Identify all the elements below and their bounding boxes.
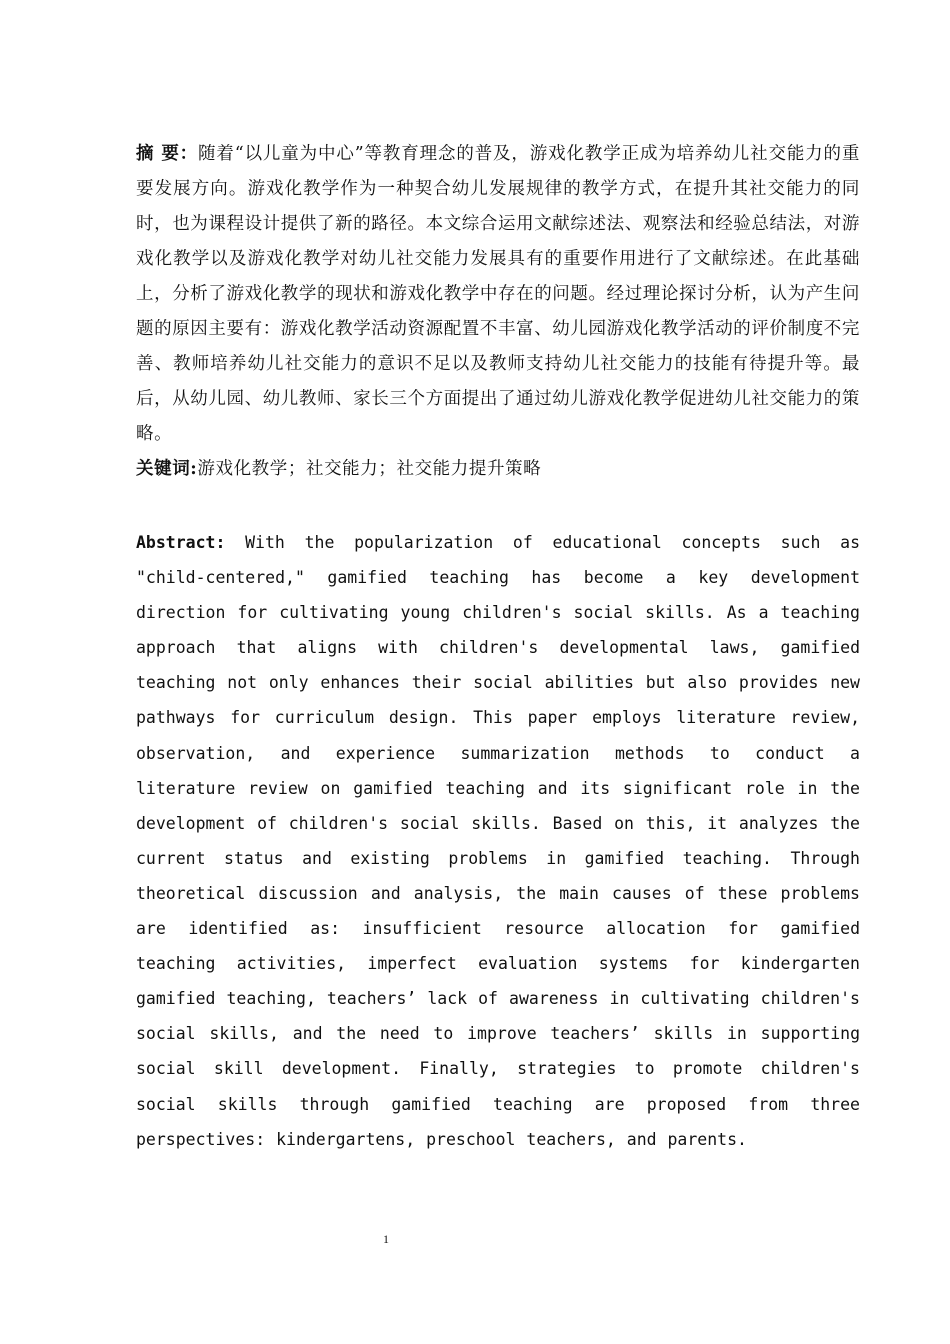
english-abstract-text: With the popularization of educational concepts such as "child-centered," gamified teaching has become a key development direction for cultivating young children's social skills. As a teaching approach that aligns with children's developmental laws, gamified teaching not only enhances their social abilities but also provides new pathways for curriculum design. This paper employs literature review, observation, and experience summarization methods to conduct a literature review on gamified teaching and its significant role in the development of children's social skills. Based on this, it analyzes the current status and existing problems in gamified teaching. Through theoretical discussion and analysis, the main causes of these problems are identified as: insufficient resource allocation for gamified teaching activities, imperfect evaluation systems for kindergarten gamified teaching, teachers’ lack of awareness in cultivating children's social skills, and the need to improve teachers’ skills in supporting social skill development. Finally, strategies to promote children's social skills through gamified teaching are proposed from three perspectives: kindergartens, preschool teachers, and parents. — [136, 533, 860, 1149]
chinese-abstract-label: 摘 要： — [136, 144, 199, 164]
chinese-keywords-label: 关键词: — [136, 459, 198, 479]
chinese-keywords — [136, 452, 860, 487]
chinese-keywords-text: 游戏化教学；社交能力；社交能力提升策略 — [197, 459, 542, 479]
chinese-abstract — [136, 137, 860, 452]
page-number: 1 — [383, 1232, 389, 1246]
chinese-abstract-text: 随着“以儿童为中心”等教育理念的普及，游戏化教学正成为培养幼儿社交能力的重要发展方向。游戏化教学作为一种契合幼儿发展规律的教学方式，在提升其社交能力的同时，也为课程设计提供了新的路径。本文综合运用文献综述法、观察法和经验总结法，对游戏化教学以及游戏化教学对幼儿社交能力发展具有的重要作用进行了文献综述。在此基础上，分析了游戏化教学的现状和游戏化教学中存在的问题。经过理论探讨分析，认为产生问题的原因主要有：游戏化教学活动资源配置不丰富、幼儿园游戏化教学活动的评价制度不完善、教师培养幼儿社交能力的意识不足以及教师支持幼儿社交能力的技能有待提升等。最后，从幼儿园、幼儿教师、家长三个方面提出了通过幼儿游戏化教学促进幼儿社交能力的策略。 — [136, 144, 861, 444]
english-abstract — [136, 525, 860, 1157]
english-abstract-label: Abstract: — [136, 533, 226, 552]
